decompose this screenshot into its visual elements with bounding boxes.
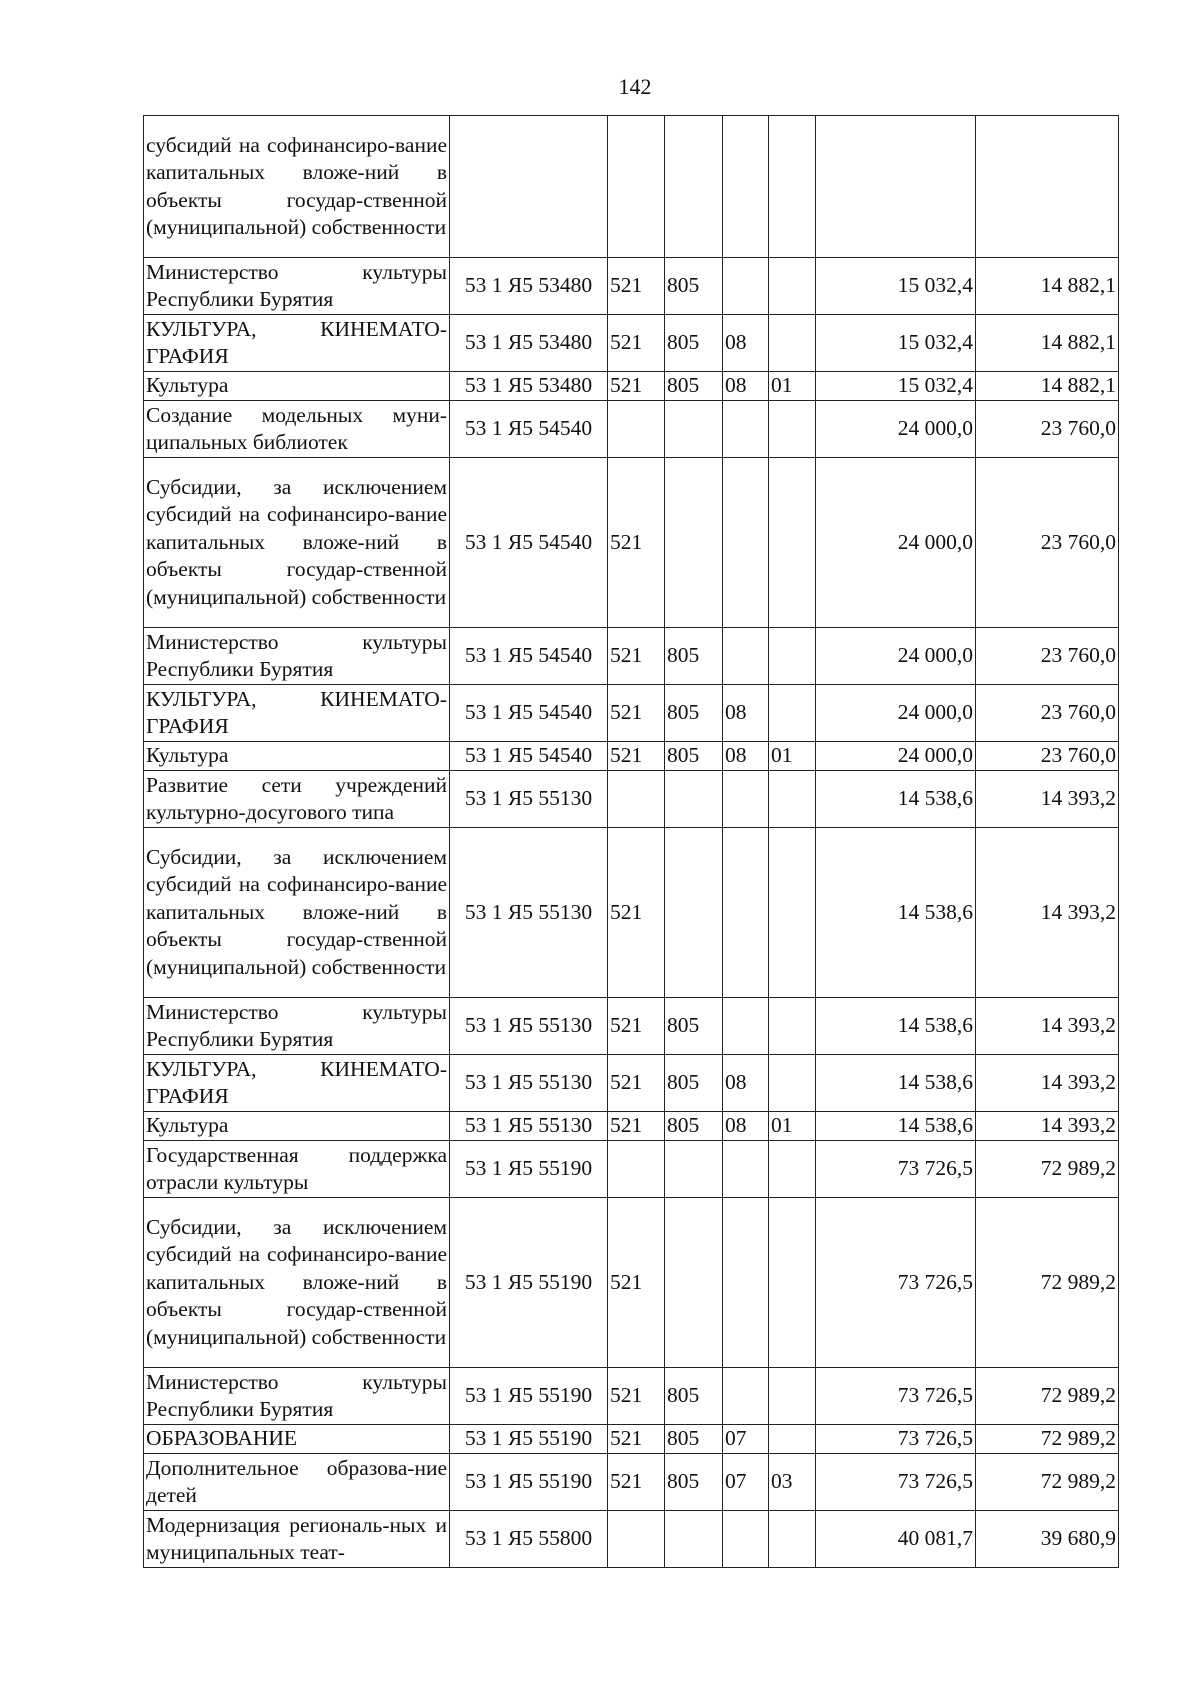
section-cell — [665, 401, 723, 458]
grbs-cell: 521 — [608, 742, 665, 771]
row-name-cell: Культура — [144, 372, 450, 401]
expense-type-cell — [769, 258, 816, 315]
target-code-cell: 53 1 Я5 55130 — [450, 828, 608, 998]
amount-cell-2: 23 760,0 — [976, 685, 1119, 742]
amount-cell-1: 40 081,7 — [816, 1511, 976, 1568]
target-code-cell: 53 1 Я5 53480 — [450, 258, 608, 315]
table-row — [144, 828, 1119, 998]
expense-type-cell — [769, 771, 816, 828]
amount-cell-2: 23 760,0 — [976, 458, 1119, 628]
expense-type-cell — [769, 828, 816, 998]
amount-cell-2: 72 989,2 — [976, 1368, 1119, 1425]
subsection-cell — [723, 828, 769, 998]
expense-type-cell — [769, 458, 816, 628]
amount-cell-2: 23 760,0 — [976, 628, 1119, 685]
table-row — [144, 458, 1119, 628]
table-row — [144, 1454, 1119, 1511]
amount-cell-2: 14 882,1 — [976, 315, 1119, 372]
row-name-cell: КУЛЬТУРА, КИНЕМАТО-ГРАФИЯ — [144, 1055, 450, 1112]
grbs-cell: 521 — [608, 1425, 665, 1454]
amount-cell-1: 73 726,5 — [816, 1141, 976, 1198]
grbs-cell: 521 — [608, 1055, 665, 1112]
amount-cell-1: 15 032,4 — [816, 258, 976, 315]
subsection-cell — [723, 1198, 769, 1368]
section-cell — [665, 1198, 723, 1368]
amount-cell-2: 23 760,0 — [976, 401, 1119, 458]
subsection-cell — [723, 401, 769, 458]
expense-type-cell: 01 — [769, 372, 816, 401]
subsection-cell: 08 — [723, 1055, 769, 1112]
grbs-cell: 521 — [608, 685, 665, 742]
target-code-cell: 53 1 Я5 55130 — [450, 1112, 608, 1141]
amount-cell-1: 15 032,4 — [816, 315, 976, 372]
row-name-cell: ОБРАЗОВАНИЕ — [144, 1425, 450, 1454]
row-name-cell: Министерство культуры Республики Бурятия — [144, 258, 450, 315]
grbs-cell: 521 — [608, 1368, 665, 1425]
amount-cell-2: 72 989,2 — [976, 1198, 1119, 1368]
row-name-cell: Создание модельных муни-ципальных библиотек — [144, 401, 450, 458]
target-code-cell: 53 1 Я5 55130 — [450, 771, 608, 828]
grbs-cell: 521 — [608, 258, 665, 315]
section-cell — [665, 458, 723, 628]
amount-cell-1: 14 538,6 — [816, 1112, 976, 1141]
target-code-cell: 53 1 Я5 55190 — [450, 1454, 608, 1511]
amount-cell-2: 72 989,2 — [976, 1454, 1119, 1511]
table-row — [144, 1511, 1119, 1568]
grbs-cell: 521 — [608, 315, 665, 372]
table-row — [144, 1112, 1119, 1141]
grbs-cell — [608, 1141, 665, 1198]
row-name-cell: Дополнительное образова-ние детей — [144, 1454, 450, 1511]
amount-cell-1: 73 726,5 — [816, 1198, 976, 1368]
section-cell: 805 — [665, 628, 723, 685]
target-code-cell: 53 1 Я5 55130 — [450, 998, 608, 1055]
amount-cell-2: 14 393,2 — [976, 771, 1119, 828]
subsection-cell: 08 — [723, 1112, 769, 1141]
expense-type-cell — [769, 1368, 816, 1425]
target-code-cell: 53 1 Я5 55190 — [450, 1141, 608, 1198]
subsection-cell: 07 — [723, 1425, 769, 1454]
section-cell — [665, 1141, 723, 1198]
table-row — [144, 315, 1119, 372]
expense-type-cell — [769, 685, 816, 742]
expense-type-cell — [769, 401, 816, 458]
amount-cell-2: 14 393,2 — [976, 1055, 1119, 1112]
expense-type-cell — [769, 1511, 816, 1568]
grbs-cell — [608, 116, 665, 258]
table-body — [144, 116, 1119, 1568]
table-row — [144, 116, 1119, 258]
grbs-cell: 521 — [608, 458, 665, 628]
expense-type-cell — [769, 1425, 816, 1454]
amount-cell-1: 73 726,5 — [816, 1454, 976, 1511]
section-cell — [665, 771, 723, 828]
subsection-cell: 07 — [723, 1454, 769, 1511]
section-cell: 805 — [665, 1425, 723, 1454]
row-name-cell: КУЛЬТУРА, КИНЕМАТО-ГРАФИЯ — [144, 315, 450, 372]
amount-cell-1: 24 000,0 — [816, 685, 976, 742]
row-name-cell: Министерство культуры Республики Бурятия — [144, 1368, 450, 1425]
amount-cell-1: 14 538,6 — [816, 828, 976, 998]
subsection-cell — [723, 116, 769, 258]
target-code-cell: 53 1 Я5 53480 — [450, 315, 608, 372]
section-cell: 805 — [665, 1055, 723, 1112]
grbs-cell: 521 — [608, 998, 665, 1055]
expense-type-cell — [769, 1055, 816, 1112]
row-name-cell: Субсидии, за исключением субсидий на софинансиро-вание капитальных вложе-ний в объекты государ-ственной (муниципальной) собственности — [144, 458, 450, 628]
amount-cell-2: 72 989,2 — [976, 1425, 1119, 1454]
grbs-cell: 521 — [608, 372, 665, 401]
subsection-cell: 08 — [723, 685, 769, 742]
amount-cell-1 — [816, 116, 976, 258]
section-cell: 805 — [665, 258, 723, 315]
row-name-cell: Государственная поддержка отрасли культуры — [144, 1141, 450, 1198]
expense-type-cell — [769, 1141, 816, 1198]
subsection-cell: 08 — [723, 742, 769, 771]
amount-cell-2: 14 882,1 — [976, 258, 1119, 315]
section-cell: 805 — [665, 315, 723, 372]
subsection-cell — [723, 258, 769, 315]
target-code-cell: 53 1 Я5 55800 — [450, 1511, 608, 1568]
row-name-cell: Субсидии, за исключением субсидий на софинансиро-вание капитальных вложе-ний в объекты государ-ственной (муниципальной) собственности — [144, 828, 450, 998]
section-cell — [665, 116, 723, 258]
section-cell: 805 — [665, 1112, 723, 1141]
amount-cell-2: 14 393,2 — [976, 1112, 1119, 1141]
subsection-cell — [723, 1141, 769, 1198]
section-cell: 805 — [665, 685, 723, 742]
row-name-cell: Модернизация региональ-ных и муниципальных теат- — [144, 1511, 450, 1568]
target-code-cell — [450, 116, 608, 258]
table-row — [144, 401, 1119, 458]
table-row — [144, 771, 1119, 828]
amount-cell-1: 73 726,5 — [816, 1425, 976, 1454]
row-name-cell: Субсидии, за исключением субсидий на софинансиро-вание капитальных вложе-ний в объекты государ-ственной (муниципальной) собственности — [144, 1198, 450, 1368]
target-code-cell: 53 1 Я5 55190 — [450, 1368, 608, 1425]
budget-table — [143, 115, 1119, 1568]
grbs-cell: 521 — [608, 1112, 665, 1141]
row-name-cell: Культура — [144, 742, 450, 771]
table-row — [144, 742, 1119, 771]
expense-type-cell — [769, 998, 816, 1055]
section-cell: 805 — [665, 1368, 723, 1425]
table-row — [144, 1141, 1119, 1198]
target-code-cell: 53 1 Я5 54540 — [450, 401, 608, 458]
subsection-cell — [723, 771, 769, 828]
amount-cell-2: 14 882,1 — [976, 372, 1119, 401]
amount-cell-2: 39 680,9 — [976, 1511, 1119, 1568]
table-row — [144, 1368, 1119, 1425]
table-row — [144, 258, 1119, 315]
target-code-cell: 53 1 Я5 53480 — [450, 372, 608, 401]
grbs-cell — [608, 771, 665, 828]
subsection-cell: 08 — [723, 372, 769, 401]
amount-cell-1: 14 538,6 — [816, 998, 976, 1055]
target-code-cell: 53 1 Я5 54540 — [450, 742, 608, 771]
table-row — [144, 685, 1119, 742]
amount-cell-2: 23 760,0 — [976, 742, 1119, 771]
subsection-cell — [723, 998, 769, 1055]
amount-cell-2 — [976, 116, 1119, 258]
row-name-cell: Министерство культуры Республики Бурятия — [144, 628, 450, 685]
subsection-cell — [723, 1511, 769, 1568]
row-name-cell: КУЛЬТУРА, КИНЕМАТО-ГРАФИЯ — [144, 685, 450, 742]
amount-cell-1: 14 538,6 — [816, 771, 976, 828]
row-name-cell: Культура — [144, 1112, 450, 1141]
grbs-cell: 521 — [608, 628, 665, 685]
expense-type-cell — [769, 116, 816, 258]
table-row — [144, 628, 1119, 685]
amount-cell-1: 15 032,4 — [816, 372, 976, 401]
amount-cell-1: 24 000,0 — [816, 628, 976, 685]
amount-cell-1: 73 726,5 — [816, 1368, 976, 1425]
grbs-cell: 521 — [608, 828, 665, 998]
target-code-cell: 53 1 Я5 55190 — [450, 1198, 608, 1368]
table-row — [144, 1425, 1119, 1454]
page-number: 142 — [618, 74, 652, 99]
target-code-cell: 53 1 Я5 54540 — [450, 628, 608, 685]
section-cell: 805 — [665, 742, 723, 771]
table-row — [144, 998, 1119, 1055]
grbs-cell: 521 — [608, 1198, 665, 1368]
amount-cell-2: 72 989,2 — [976, 1141, 1119, 1198]
target-code-cell: 53 1 Я5 55190 — [450, 1425, 608, 1454]
row-name-cell: субсидий на софинансиро-вание капитальных вложе-ний в объекты государ-ственной (муниципальной) собственности — [144, 116, 450, 258]
row-name-cell: Министерство культуры Республики Бурятия — [144, 998, 450, 1055]
table-row — [144, 1055, 1119, 1112]
amount-cell-2: 14 393,2 — [976, 828, 1119, 998]
grbs-cell: 521 — [608, 1454, 665, 1511]
amount-cell-1: 24 000,0 — [816, 742, 976, 771]
expense-type-cell: 01 — [769, 1112, 816, 1141]
amount-cell-2: 14 393,2 — [976, 998, 1119, 1055]
amount-cell-1: 24 000,0 — [816, 401, 976, 458]
section-cell — [665, 1511, 723, 1568]
subsection-cell — [723, 1368, 769, 1425]
row-name-cell: Развитие сети учреждений культурно-досугового типа — [144, 771, 450, 828]
subsection-cell — [723, 628, 769, 685]
expense-type-cell — [769, 315, 816, 372]
grbs-cell — [608, 1511, 665, 1568]
subsection-cell — [723, 458, 769, 628]
section-cell: 805 — [665, 1454, 723, 1511]
target-code-cell: 53 1 Я5 55130 — [450, 1055, 608, 1112]
table-row — [144, 372, 1119, 401]
expense-type-cell — [769, 1198, 816, 1368]
expense-type-cell: 03 — [769, 1454, 816, 1511]
expense-type-cell: 01 — [769, 742, 816, 771]
target-code-cell: 53 1 Я5 54540 — [450, 685, 608, 742]
target-code-cell: 53 1 Я5 54540 — [450, 458, 608, 628]
amount-cell-1: 14 538,6 — [816, 1055, 976, 1112]
section-cell: 805 — [665, 372, 723, 401]
expense-type-cell — [769, 628, 816, 685]
table-row — [144, 1198, 1119, 1368]
grbs-cell — [608, 401, 665, 458]
section-cell — [665, 828, 723, 998]
subsection-cell: 08 — [723, 315, 769, 372]
section-cell: 805 — [665, 998, 723, 1055]
amount-cell-1: 24 000,0 — [816, 458, 976, 628]
